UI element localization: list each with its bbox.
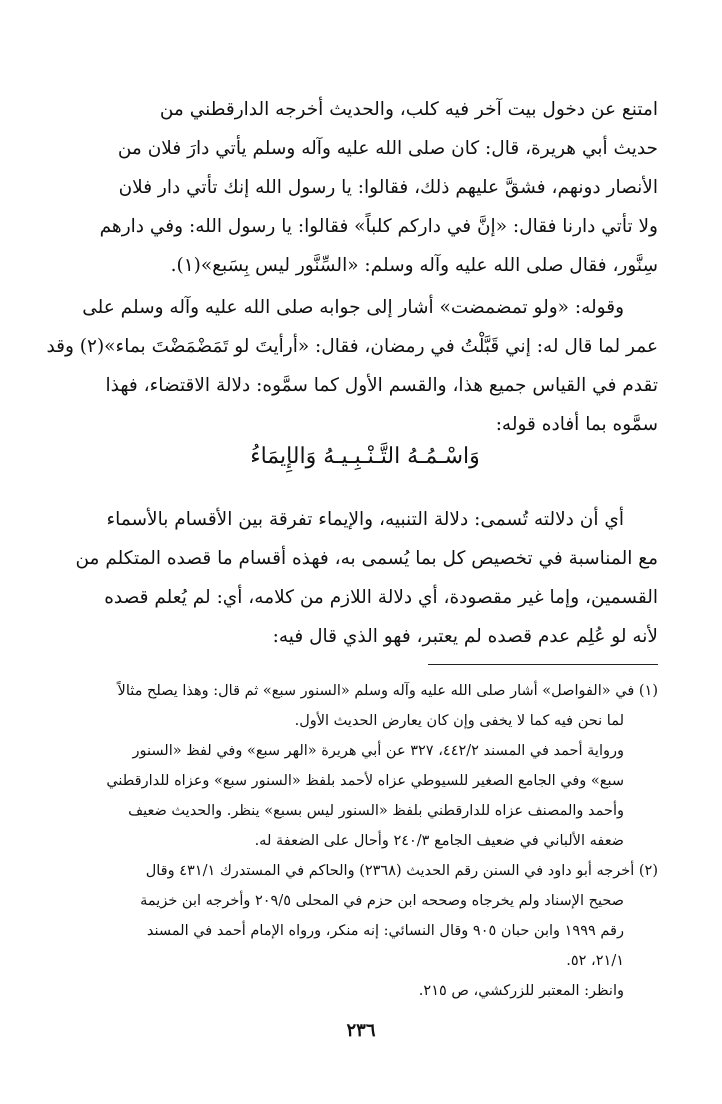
text-line: أي أن دلالته تُسمى: دلالة التنبيه، والإيماء تفرقة بين الأقسام بالأسماء	[106, 509, 624, 530]
text-line: وقوله: «ولو تمضمضت» أشار إلى جوابه صلى الله عليه وآله وسلم على	[82, 297, 624, 318]
verse-heading: وَاسْـمُـهُ التَّـنْـبِـيـهُ وَالإِيمَاءُ	[250, 444, 480, 469]
text-line: لأنه لو عُلِم عدم قصده لم يعتبر، فهو الذي قال فيه:	[272, 626, 658, 647]
text-line: ولا تأتي دارنا فقال: «إنَّ في داركم كلباً» فقالوا: يا رسول الله: وفي دارهم	[99, 216, 658, 237]
footnote-line: وانظر: المعتبر للزركشي، ص ٢١٥.	[418, 983, 624, 999]
footnote-line: (٢) أخرجه أبو داود في السنن رقم الحديث (٢٣٦٨) والحاكم في المستدرك ٤٣١/١ وقال	[145, 863, 658, 879]
paragraph-2	[46, 288, 658, 444]
text-line: حديث أبي هريرة، قال: كان صلى الله عليه وآله وسلم يأتي دارَ فلان من	[117, 138, 658, 159]
page-number: ٢٣٦	[346, 1020, 376, 1041]
footnote-line: سبع» وفي الجامع الصغير للسيوطي عزاه لأحمد بلفظ «السنور سبع» وعزاه للدارقطني	[106, 773, 624, 789]
text-line: تقدم في القياس جميع هذا، والقسم الأول كما سمَّوه: دلالة الاقتضاء، فهذا	[105, 375, 658, 396]
footnote-separator	[428, 664, 658, 665]
text-line: سمَّوه بما أفاده قوله:	[495, 414, 658, 435]
footnotes	[72, 676, 658, 1006]
paragraph-3	[72, 500, 658, 656]
footnote-line: (١) في «الفواصل» أشار صلى الله عليه وآله وسلم «السنور سبع» ثم قال: وهذا يصلح مثالاً	[117, 683, 658, 699]
footnote-line: لما نحن فيه كما لا يخفى وإن كان يعارض الحديث الأول.	[294, 713, 624, 729]
footnote-line: ٢١/١، ٥٢.	[566, 953, 624, 969]
footnote-line: ورواية أحمد في المسند ٤٤٢/٢، ٣٢٧ عن أبي هريرة «الهر سبع» وفي لفظ «السنور	[132, 743, 624, 759]
footnote-line: ضعفه الألباني في ضعيف الجامع ٢٤٠/٣ وأحال على الضعفة له.	[254, 833, 624, 849]
footnote-line: وأحمد والمصنف عزاه للدارقطني بلفظ «السنور ليس بسبع» ينظر. والحديث ضعيف	[128, 803, 624, 819]
footnote-line: صحيح الإسناد ولم يخرجاه وصححه ابن حزم في المحلى ٢٠٩/٥ وأخرجه ابن خزيمة	[140, 893, 624, 909]
text-line: مع المناسبة في تخصيص كل بما يُسمى به، فهذه أقسام ما قصده المتكلم من	[75, 548, 658, 569]
text-line: سِنَّور، فقال صلى الله عليه وآله وسلم: «السِّنَّور ليس بِسَبع»(١).	[170, 255, 658, 276]
text-line: امتنع عن دخول بيت آخر فيه كلب، والحديث أخرجه الدارقطني من	[159, 99, 658, 120]
paragraph-1	[72, 90, 658, 285]
text-line: الأنصار دونهم، فشقَّ عليهم ذلك، فقالوا: يا رسول الله إنك تأتي دار فلان	[118, 177, 658, 198]
text-line: القسمين، وإما غير مقصودة، أي دلالة اللازم من كلامه، أي: لم يُعلم قصده	[104, 587, 658, 608]
footnote-line: رقم ١٩٩٩ وابن حبان ٩٠٥ وقال النسائي: إنه منكر، ورواه الإمام أحمد في المسند	[146, 923, 624, 939]
text-line: عمر لما قال له: إني قَبَّلْتُ في رمضان، فقال: «أرأيتَ لو تَمَضْمَضْتَ بماء»(٢) وقد	[46, 336, 658, 357]
